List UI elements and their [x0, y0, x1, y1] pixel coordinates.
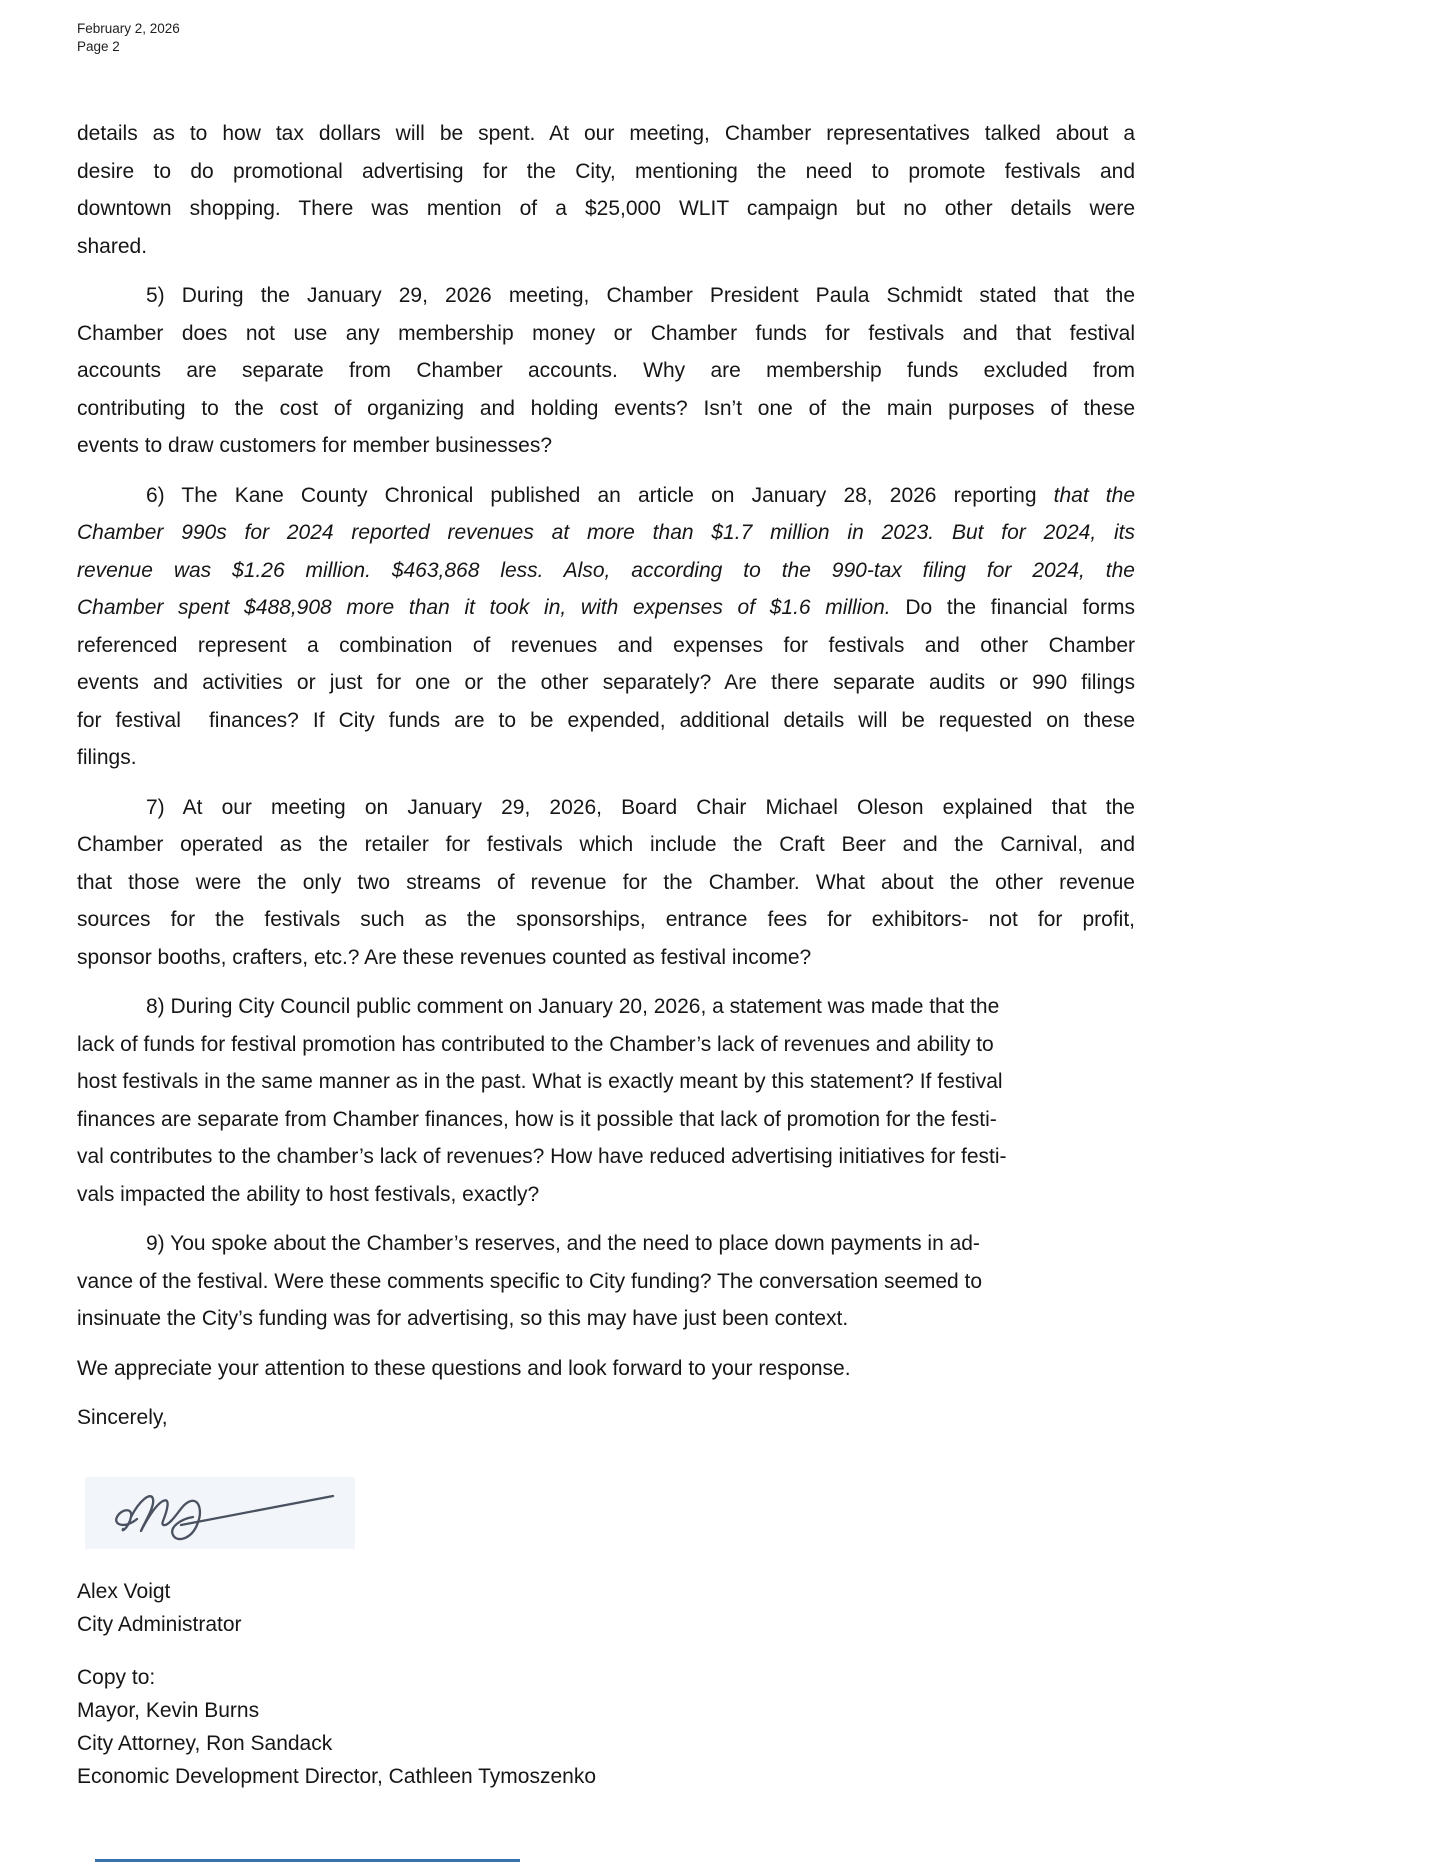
text-line: [77, 702, 1135, 740]
text-run: filings.: [77, 746, 137, 769]
text-line: [77, 190, 1135, 228]
text-line: [77, 153, 1135, 191]
text-line: [77, 664, 1135, 702]
text-run: details as to how tax dollars will be spent. At our meeting, Chamber representatives talked about a: [77, 122, 1135, 145]
copy-recipient: Mayor, Kevin Burns: [77, 1698, 260, 1722]
header-page-number: Page 2: [77, 39, 120, 54]
text-line: [77, 277, 1135, 315]
text-run: accounts are separate from Chamber accounts. Why are membership funds excluded from: [77, 359, 1135, 382]
text-line: [77, 988, 1135, 1026]
paragraph: [77, 988, 1135, 1213]
text-run: sponsor booths, crafters, etc.? Are these revenues counted as festival income?: [77, 945, 812, 969]
signature-strokes: [85, 1477, 355, 1549]
text-run: 5) During the January 29, 2026 meeting, Chamber President Paula Schmidt stated that the: [146, 284, 1135, 307]
text-run: val contributes to the chamber’s lack of revenues? How have reduced advertising initiatives for festi-: [77, 1145, 1007, 1168]
text-run: host festivals in the same manner as in the past. What is exactly meant by this statement? If festival: [77, 1070, 1003, 1093]
text-run: Chamber operated as the retailer for festivals which include the Craft Beer and the Carnival, and: [77, 833, 1135, 856]
text-line: [77, 789, 1135, 827]
text-run: 7) At our meeting on January 29, 2026, Board Chair Michael Oleson explained that the: [146, 795, 1135, 819]
text-line: [77, 427, 1135, 465]
text-line: [77, 589, 1135, 627]
header-date: February 2, 2026: [77, 21, 180, 36]
signature-block: [77, 1575, 1135, 1641]
text-line: [77, 1225, 1135, 1263]
text-line: [77, 826, 1135, 864]
page-header: [77, 20, 180, 56]
text-line: [77, 477, 1135, 515]
text-line: [77, 939, 1135, 977]
paragraph: [77, 1399, 1135, 1437]
text-line: [77, 228, 1135, 266]
text-run: Do the financial forms: [890, 596, 1135, 619]
text-run: We appreciate your attention to these questions and look forward to your response.: [77, 1356, 851, 1380]
text-run: for festival finances? If City funds are to be expended, additional details will be requested on these: [77, 708, 1135, 732]
copy-label: Copy to:: [77, 1665, 156, 1689]
text-run: finances are separate from Chamber finances, how is it possible that lack of promotion for the festi-: [77, 1107, 997, 1131]
text-line: [77, 1176, 1135, 1214]
text-run: 6) The Kane County Chronical published an article on January 28, 2026 reporting: [146, 483, 1054, 507]
italic-text-run: Chamber spent $488,908 more than it took in, with expenses of $1.6 million.: [77, 596, 891, 619]
text-run: insinuate the City’s funding was for advertising, so this may have just been context.: [77, 1307, 849, 1330]
paragraph: [77, 1225, 1135, 1338]
text-run: that those were the only two streams of revenue for the Chamber. What about the other revenue: [77, 870, 1135, 894]
italic-text-run: that the: [1053, 483, 1135, 507]
italic-text-run: revenue was $1.26 million. $463,868 less. Also, according to the 990-tax filing for 2024, the: [77, 558, 1135, 582]
paragraph: [77, 1350, 1135, 1388]
text-run: vance of the festival. Were these comments specific to City funding? The conversation seemed to: [77, 1269, 983, 1293]
text-line: [77, 1263, 1135, 1301]
text-line: [77, 1101, 1135, 1139]
text-line: [77, 514, 1135, 552]
paragraph: [77, 115, 1135, 265]
text-run: events to draw customers for member businesses?: [77, 434, 553, 457]
text-run: contributing to the cost of organizing and holding events? Isn’t one of the main purposes of these: [77, 396, 1135, 420]
text-line: [77, 1399, 1135, 1437]
text-line: [77, 115, 1135, 153]
italic-text-run: Chamber 990s for 2024 reported revenues at more than $1.7 million in 2023. But for 2024, its: [77, 521, 1135, 544]
text-run: downtown shopping. There was mention of a $25,000 WLIT campaign but no other details were: [77, 197, 1135, 220]
text-line: [77, 390, 1135, 428]
text-run: Chamber does not use any membership money or Chamber funds for festivals and that festival: [77, 321, 1135, 345]
letter-body: [77, 115, 1135, 1793]
bottom-rule: [95, 1859, 520, 1862]
text-run: lack of funds for festival promotion has contributed to the Chamber’s lack of revenues and ability to: [77, 1032, 994, 1056]
text-run: 8) During City Council public comment on January 20, 2026, a statement was made that the: [146, 995, 1000, 1018]
paragraph: [77, 277, 1135, 465]
copy-recipient: City Attorney, Ron Sandack: [77, 1731, 333, 1755]
signature-image: [85, 1477, 355, 1549]
text-run: desire to do promotional advertising for the City, mentioning the need to promote festivals and: [77, 159, 1135, 183]
text-line: [77, 552, 1135, 590]
text-line: [77, 864, 1135, 902]
text-line: [77, 1063, 1135, 1101]
text-run: events and activities or just for one or the other separately? Are there separate audits or 990 filings: [77, 671, 1135, 694]
copy-recipient: Economic Development Director, Cathleen Tymoszenko: [77, 1764, 597, 1788]
text-line: [77, 352, 1135, 390]
text-run: 9) You spoke about the Chamber’s reserves, and the need to place down payments in ad-: [146, 1232, 980, 1255]
text-run: referenced represent a combination of revenues and expenses for festivals and other Chamber: [77, 633, 1135, 657]
text-run: Sincerely,: [77, 1406, 168, 1429]
text-line: [77, 1138, 1135, 1176]
paragraphs-container: [77, 115, 1135, 1437]
text-line: [77, 739, 1135, 777]
paragraph: [77, 789, 1135, 977]
signature-name: Alex Voigt: [77, 1579, 171, 1603]
copy-block: [77, 1661, 1135, 1793]
text-line: [77, 1026, 1135, 1064]
text-line: [77, 315, 1135, 353]
text-run: shared.: [77, 234, 148, 258]
text-line: [77, 901, 1135, 939]
text-run: sources for the festivals such as the sponsorships, entrance fees for exhibitors- not for profit,: [77, 908, 1135, 931]
signature-title: City Administrator: [77, 1612, 242, 1636]
text-line: [77, 1300, 1135, 1338]
text-line: [77, 1350, 1135, 1388]
text-line: [77, 627, 1135, 665]
paragraph: [77, 477, 1135, 777]
text-run: vals impacted the ability to host festivals, exactly?: [77, 1182, 540, 1206]
